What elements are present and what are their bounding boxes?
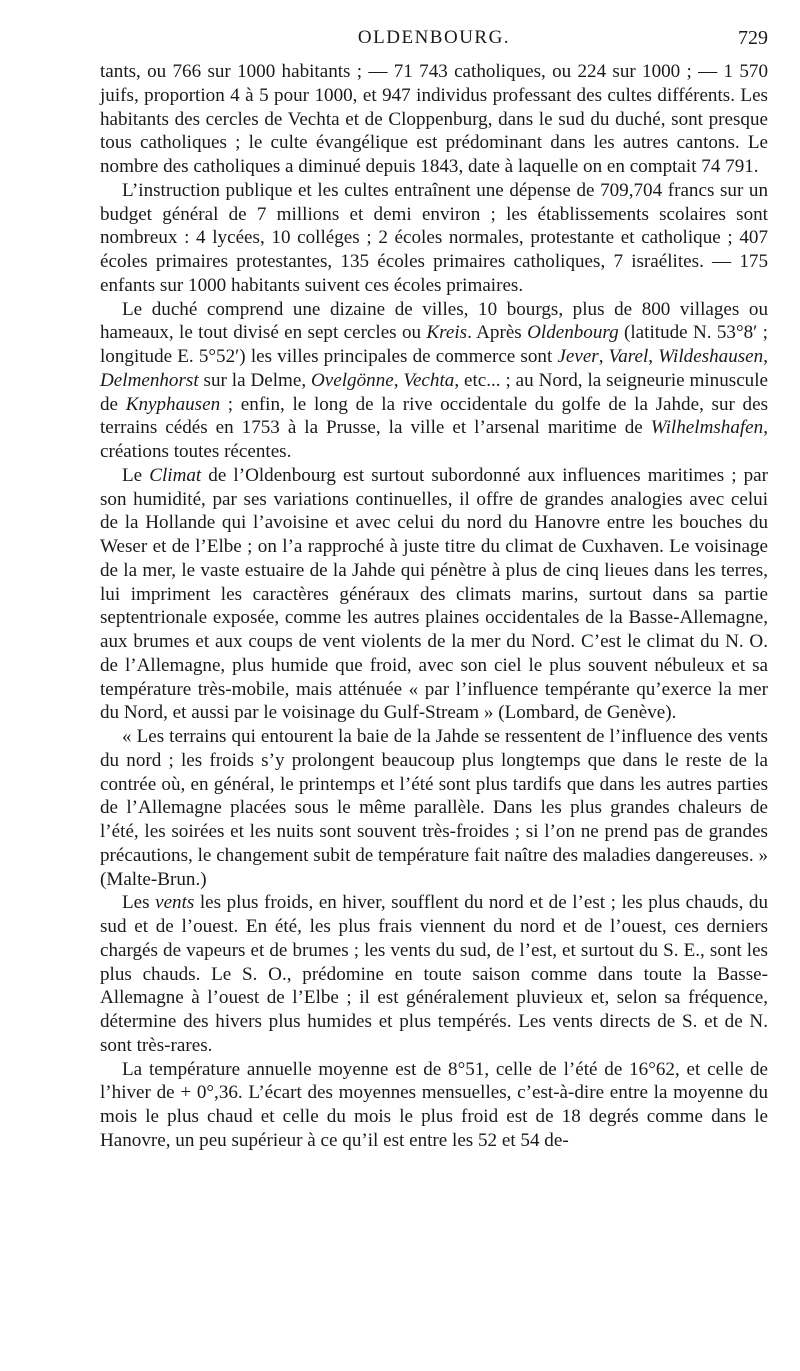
text-run: ; enfin, le long de la rive occidentale du golfe de la Jahde, sur des terrains cédés en 1753 à la Prusse, la ville et l’arsenal maritime de	[100, 393, 769, 439]
paragraph	[100, 891, 768, 1057]
text-run: ,	[598, 346, 609, 367]
text-run: (latitude N. 53°8′ ; longitude E. 5°52′) les villes principales de commerce sont	[100, 322, 768, 367]
text-run: . Après	[467, 322, 528, 344]
italic-term: Knyphausen	[125, 393, 221, 415]
italic-term: Wildeshausen	[658, 346, 764, 367]
italic-term: vents	[155, 892, 195, 914]
body-text	[100, 60, 768, 1153]
text-run: Le duché comprend une dizaine de villes, 10 bourgs, plus de 800 villages ou hameaux, le tout divisé en sept cercles ou	[100, 298, 768, 344]
text-run: La température annuelle moyenne est de 8°51, celle de l’été de 16°62, et celle de l’hiver de + 0°,36. L’écart des moyennes mensuelles, c’est-à-dire entre la moyenne du mois le plus chaud et celle du mois le plus froid est de 18 degrés comme dans le Hanovre, un peu supérieur à ce qu’il est entre les 52 et 54 de-	[100, 1058, 768, 1151]
text-run: ,	[393, 369, 404, 391]
paragraph	[100, 179, 768, 298]
italic-term: Varel	[608, 346, 649, 367]
text-run: Le	[122, 464, 150, 486]
text-run: de l’Oldenbourg est surtout subordonné aux influences maritimes ; par son humidité, par ses variations continuelles, il offre de grandes analogies avec celui de la Hollande qui l’avoisine et avec celui du nord du Hanovre entre les bouches du Weser et de l’Elbe ; on l’a rapproché à juste titre du climat de Cuxhaven. Le voisinage de la mer, le vaste estuaire de la Jahde qui pénètre à plus de cinq lieues dans les terres, lui impriment les caractères généraux des climats marins, surtout dans sa partie septentrionale exposée, comme les autres plaines occidentales de la Basse-Allemagne, aux brumes et aux coups de vent violents de la mer du Nord. C’est le climat du N. O. de l’Allemagne, plus humide que froid, avec son ciel le plus souvent nébuleux et sa température très-mobile, mais atténuée « par l’influence tempérante qu’exerce la mer du Nord, et aussi par le voisinage du Gulf-Stream » (Lombard, de Genève).	[100, 464, 768, 724]
italic-term: Vechta	[403, 369, 455, 391]
text-run: Les	[122, 892, 156, 914]
italic-term: Oldenbourg	[527, 322, 619, 344]
text-run: les plus froids, en hiver, soufflent du nord et de l’est ; les plus chauds, du sud et de l’ouest. En été, les plus frais viennent du nord et de l’ouest, ces derniers chargés de vapeurs et de brumes ; les vents du sud, de l’est, et surtout du S. E., sont les plus chauds. Le S. O., prédomine en toute saison comme dans toute la Basse-Allemagne à l’ouest de l’Elbe ; il est généralement pluvieux et, selon sa fréquence, détermine des hivers plus humides et plus tempérés. Les vents directs de S. et de N. sont très-rares.	[100, 892, 768, 1056]
text-run: L’instruction publique et les cultes entraînent une dépense de 709,704 francs sur un budget général de 7 millions et demi environ ; les établissements scolaires sont nombreux : 4 lycées, 10 colléges ; 2 écoles normales, protestante et catholique ; 407 écoles primaires protestantes, 135 écoles primaires catholiques, 7 israélites. — 175 enfants sur 1000 habitants suivent ces écoles primaires.	[100, 179, 768, 296]
text-run: ,	[763, 346, 768, 367]
text-run: tants, ou 766 sur 1000 habitants ; — 71 743 catholiques, ou 224 sur 1000 ; — 1 570 juifs, proportion 4 à 5 pour 1000, et 947 individus professant des cultes différents. Les habitants des cercles de Vechta et de Cloppenburg, dans le sud du duché, sont presque tous catholiques ; le culte évangélique est prédominant dans les autres cantons. Le nombre des catholiques a diminué depuis 1843, date à laquelle on en comptait 74 791.	[100, 61, 768, 177]
page-number: 729	[738, 27, 768, 49]
italic-term: Jever	[557, 346, 599, 367]
italic-term: Wilhelmshafen	[650, 417, 764, 439]
text-run: « Les terrains qui entourent la baie de la Jahde se ressentent de l’influence des vents du nord ; les froids s’y prolongent beaucoup plus longtemps que dans le reste de la contrée où, en général, le printemps et l’été sont plus tardifs que dans les autres parties de l’Allemagne placées sous le même parallèle. Dans les plus grandes chaleurs de l’été, les soirées et les nuits sont souvent très-froides ; si l’on ne prend pas de grandes précautions, le changement subit de température fait naître des maladies dangereuses. » (Malte-Brun.)	[100, 726, 768, 890]
italic-term: Kreis	[426, 322, 468, 344]
paragraph	[100, 725, 768, 891]
italic-term: Ovelgönne	[311, 369, 394, 391]
text-run: ,	[648, 346, 659, 367]
paragraph	[100, 1058, 768, 1153]
italic-term: Climat	[149, 464, 202, 486]
paragraph	[100, 60, 768, 179]
paragraph	[100, 298, 768, 464]
text-run: , créations toutes récentes.	[100, 417, 768, 462]
running-head	[100, 26, 768, 50]
italic-term: Delmenhorst	[100, 369, 199, 391]
running-title: OLDENBOURG.	[357, 27, 511, 48]
paragraph	[100, 464, 768, 725]
text-run: sur la Delme,	[198, 369, 312, 391]
text-run: , etc... ; au Nord, la seigneurie minuscule de	[100, 369, 768, 415]
